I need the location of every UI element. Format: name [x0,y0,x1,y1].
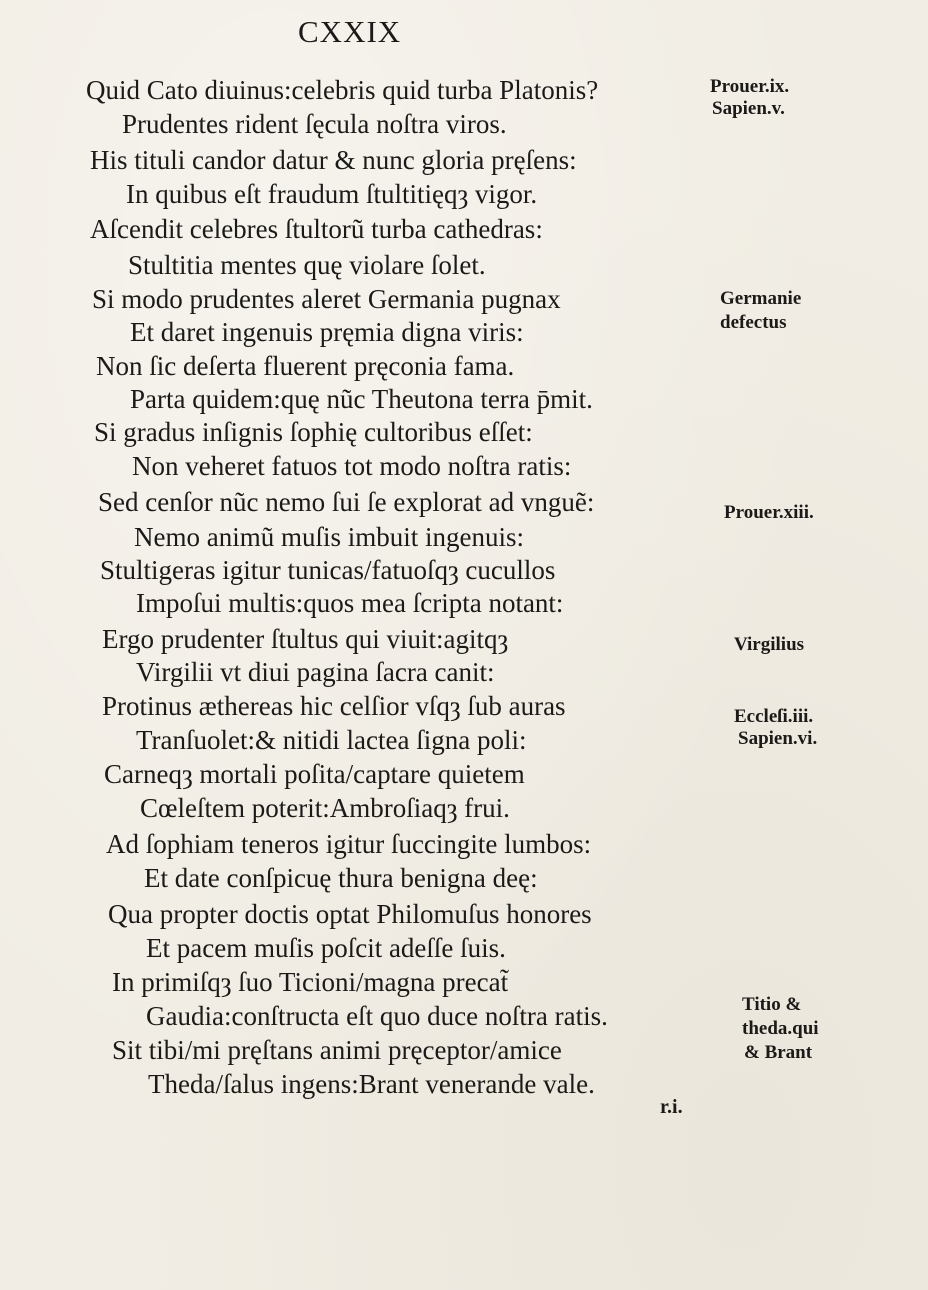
verse-line: Ergo prudenter ſtultus qui viuit:agitqȝ [102,624,509,654]
verse-line: Et daret ingenuis pręmia digna viris: [130,317,524,347]
verse-line: Et date conſpicuę thura benigna deę: [144,863,538,893]
verse-line: Qua propter doctis optat Philomuſus honores [108,899,592,929]
verse-line: Non veheret fatuos tot modo noſtra ratis: [132,451,572,481]
verse-line: Carneqȝ mortali poſita/captare quietem [104,759,525,789]
verse-line: Stultigeras igitur tunicas/fatuoſqȝ cucullos [100,555,556,585]
verse-line: Non ſic deſerta fluerent pręconia fama. [96,351,515,381]
margin-note: theda.qui [742,1018,819,1039]
verse-line: Virgilii vt diui pagina ſacra canit: [136,657,495,687]
margin-note: Virgilius [734,634,805,655]
verse-line: Et pacem muſis poſcit adeſſe ſuis. [146,933,506,963]
margin-note: defectus [720,312,787,333]
verse-line: Protinus æthereas hic celſior vſqȝ ſub auras [102,691,566,721]
margin-note: Sapien.v. [712,98,785,119]
verse-line: In quibus eſt fraudum ſtultitięqȝ vigor. [126,179,538,209]
margin-note: Titio & [742,994,802,1015]
verse-line: Stultitia mentes quę violare ſolet. [128,250,486,280]
verse-line: His tituli candor datur & nunc gloria pręſens: [90,145,577,175]
verse-line: Sit tibi/mi pręſtans animi pręceptor/amice [112,1035,562,1065]
verse-line: Nemo animũ muſis imbuit ingenuis: [134,522,524,552]
verse-line: Si modo prudentes aleret Germania pugnax [92,284,561,314]
margin-note: Eccleſi.iii. [734,706,814,727]
verse-line: Gaudia:conſtructa eſt quo duce noſtra ratis. [146,1001,608,1031]
margin-note: & Brant [744,1042,813,1063]
folio-number: CXXIX [298,14,402,49]
verse-line: Parta quidem:quę nũc Theutona terra p̄mit. [130,384,593,414]
margin-note: Prouer.xiii. [724,502,814,523]
verse-line: Tranſuolet:& nitidi lactea ſigna poli: [136,725,527,755]
verse-line: Sed cenſor nũc nemo ſui ſe explorat ad vnguẽ: [98,487,595,517]
verse-line: In primiſqȝ ſuo Ticioni/magna precat̃ [112,967,509,997]
verse-line: Aſcendit celebres ſtultorũ turba cathedras: [90,214,543,244]
verse-line: Si gradus inſignis ſophię cultoribus eſſet: [94,417,533,447]
margin-note: Sapien.vi. [738,728,818,749]
verse-line: Cœleſtem poterit:Ambroſiaqȝ frui. [140,793,510,823]
margin-note: Prouer.ix. [710,76,790,97]
verse-line: Quid Cato diuinus:celebris quid turba Platonis? [86,75,599,105]
verse-line: Ad ſophiam teneros igitur ſuccingite lumbos: [106,829,592,859]
verse-line: Impoſui multis:quos mea ſcripta notant: [136,588,564,618]
signature-mark: r.i. [660,1096,683,1118]
verse-line: Prudentes rident ſęcula noſtra viros. [122,109,507,139]
verse-line: Theda/ſalus ingens:Brant venerande vale. [148,1069,595,1099]
margin-note: Germanie [720,288,802,309]
